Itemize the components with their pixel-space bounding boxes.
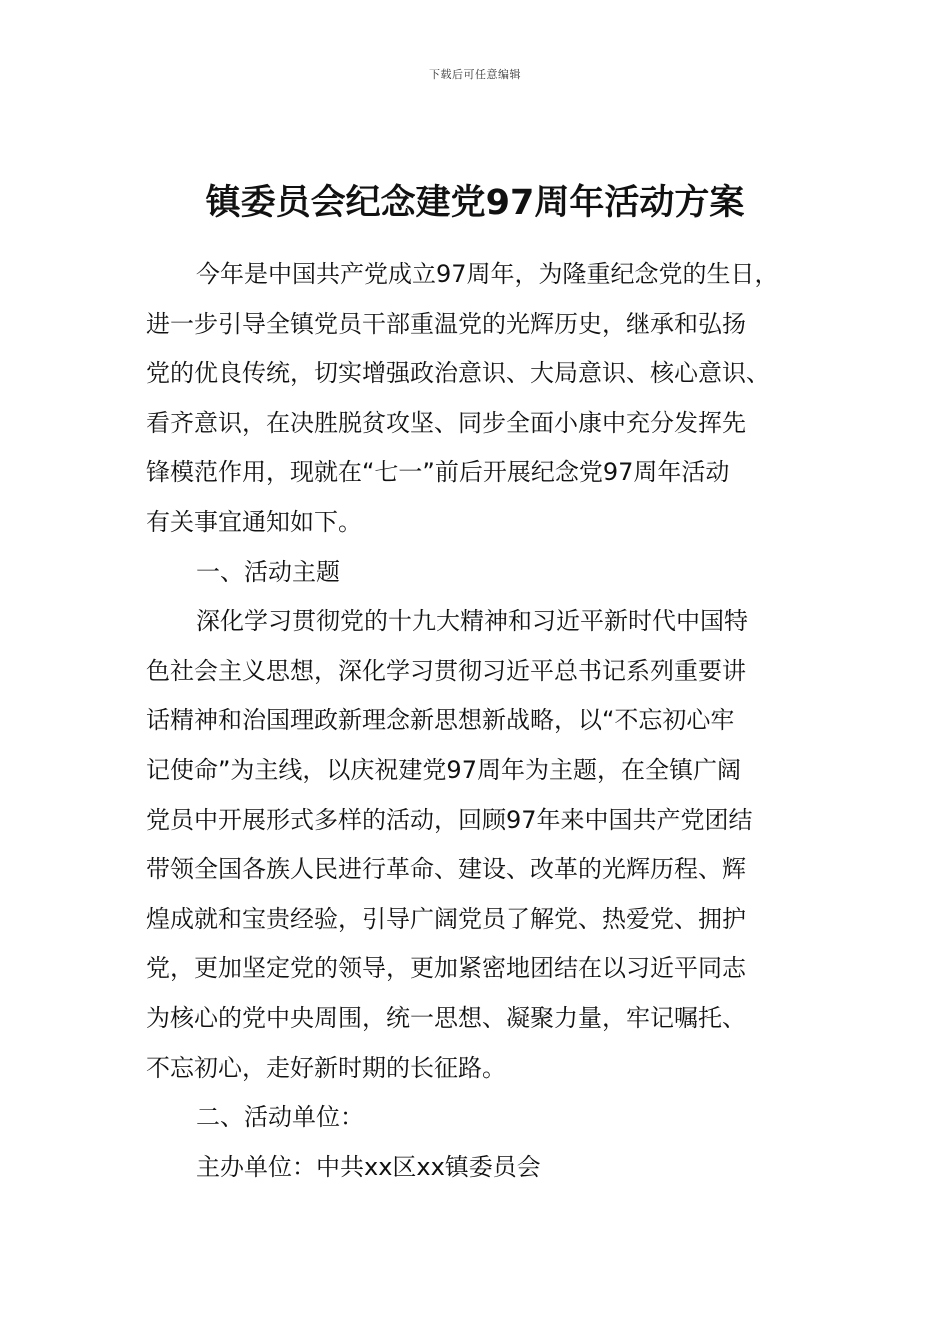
paragraph-line: 党，更加坚定党的领导，更加紧密地团结在以习近平同志 <box>146 954 746 983</box>
section-heading: 一、活动主题 <box>196 557 340 586</box>
paragraph-line: 进一步引导全镇党员干部重温党的光辉历史，继承和弘扬 <box>146 309 746 338</box>
paragraph-line: 有关事宜通知如下。 <box>146 507 362 536</box>
document-body <box>146 250 810 1192</box>
paragraph-line: 煌成就和宝贵经验，引导广阔党员了解党、热爱党、拥护 <box>146 904 746 933</box>
paragraph-line: 带领全国各族人民进行革命、建设、改革的光辉历程、辉 <box>146 855 746 884</box>
section-heading: 二、活动单位： <box>196 1103 364 1132</box>
paragraph-line: 记使命”为主线，以庆祝建党97周年为主题，在全镇广阔 <box>146 755 741 784</box>
paragraph-line: 话精神和治国理政新理念新思想新战略，以“不忘初心牢 <box>146 706 735 735</box>
paragraph-line: 党的优良传统，切实增强政治意识、大局意识、核心意识、 <box>146 359 770 388</box>
paragraph-line: 不忘初心，走好新时期的长征路。 <box>146 1053 506 1082</box>
paragraph-line: 色社会主义思想，深化学习贯彻习近平总书记系列重要讲 <box>146 656 746 685</box>
paragraph-line: 锋模范作用，现就在“七一”前后开展纪念党97周年活动 <box>146 458 730 487</box>
header-note: 下载后可任意编辑 <box>429 68 521 81</box>
paragraph-line: 为核心的党中央周围，统一思想、凝聚力量，牢记嘱托、 <box>146 1003 746 1032</box>
document-title: 镇委员会纪念建党97周年活动方案 <box>205 183 745 223</box>
paragraph-line: 党员中开展形式多样的活动，回顾97年来中国共产党团结 <box>146 805 753 834</box>
paragraph-line: 深化学习贯彻党的十九大精神和习近平新时代中国特 <box>196 607 748 636</box>
paragraph-line: 看齐意识，在决胜脱贫攻坚、同步全面小康中充分发挥先 <box>146 408 746 437</box>
paragraph-line: 主办单位：中共xx区xx镇委员会 <box>196 1152 541 1181</box>
paragraph-line: 今年是中国共产党成立97周年，为隆重纪念党的生日， <box>196 260 779 288</box>
